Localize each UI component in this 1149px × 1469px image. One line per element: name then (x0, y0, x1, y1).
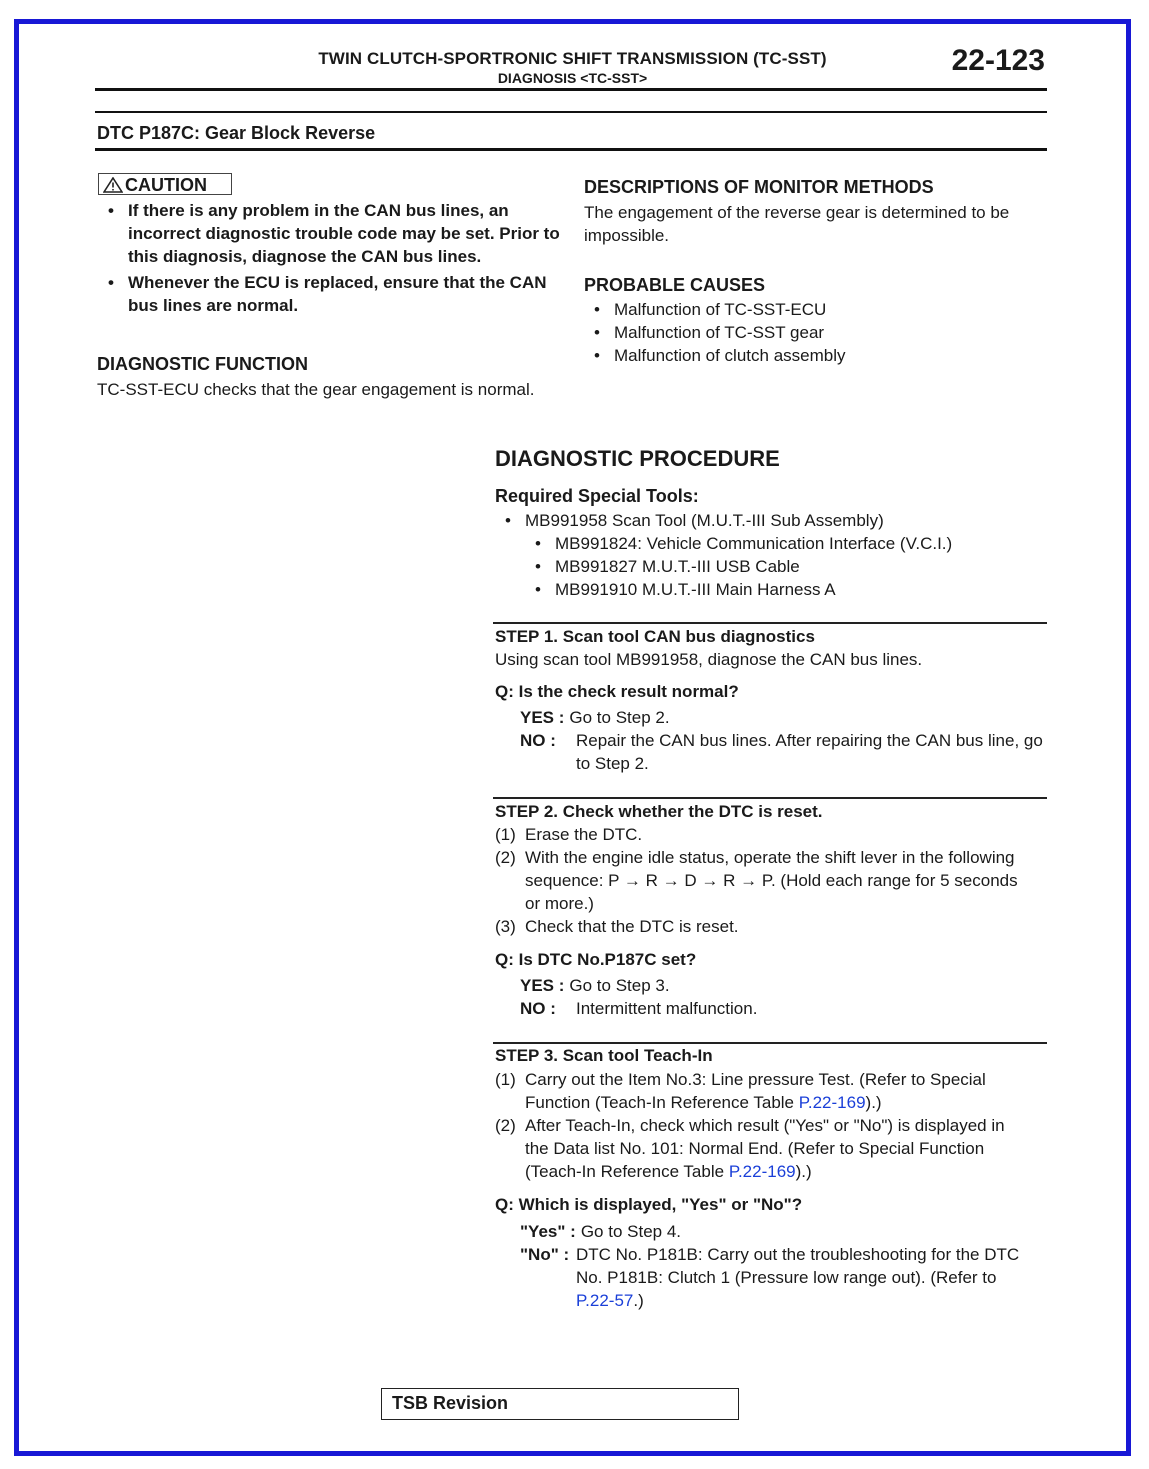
step2-item: (3) Check that the DTC is reset. (495, 917, 739, 936)
monitor-methods-text: The engagement of the reverse gear is determined to be impossible. (584, 203, 1010, 245)
step2-question: Q: Is DTC No.P187C set? (495, 950, 697, 969)
section-subtitle: DIAGNOSIS <TC-SST> (497, 70, 648, 86)
tools-heading: Required Special Tools: (495, 486, 699, 506)
step2-title: STEP 2. Check whether the DTC is reset. (495, 802, 823, 821)
step2-no-row (520, 997, 1045, 1020)
no-text: Intermittent malfunction. (576, 999, 758, 1018)
procedure-heading: DIAGNOSTIC PROCEDURE (495, 446, 780, 471)
caution-item: • If there is any problem in the CAN bus lines, an incorrect diagnostic trouble code may be set. Prior to this diagnosis, diagnose the CAN bus lines. (100, 199, 560, 268)
step3-question: Q: Which is displayed, "Yes" or "No"? (495, 1195, 803, 1214)
tool-subitem: • MB991827 M.U.T.-III USB Cable (527, 555, 1037, 578)
step2-item: (1) Erase the DTC. (495, 825, 643, 844)
no-text: Repair the CAN bus lines. After repairing the CAN bus line, go to Step 2. (576, 731, 1043, 773)
warning-triangle-icon (103, 177, 123, 193)
no-label: "No" : (520, 1245, 570, 1264)
dtc-title: DTC P187C: Gear Block Reverse (97, 123, 376, 143)
yes-label: "Yes" : (520, 1222, 576, 1241)
step1-text: Using scan tool MB991958, diagnose the CAN bus lines. (495, 650, 923, 669)
caution-list (100, 199, 560, 317)
tool-subitem: • MB991910 M.U.T.-III Main Harness A (527, 578, 1037, 601)
step2-item: (2) With the engine idle status, operate the shift lever in the following sequence: P → R → D → R → P. (Hold each range for 5 seconds or more.) (495, 848, 1018, 913)
tool-item: • MB991958 Scan Tool (M.U.T.-III Sub Assembly) (497, 509, 1037, 532)
probable-cause-item: • Malfunction of TC-SST gear (586, 321, 1036, 344)
step3-item: (1) Carry out the Item No.3: Line pressure Test. (Refer to Special Function (Teach-In Reference Table P.22-169).) (495, 1070, 986, 1112)
no-label: NO : (520, 999, 556, 1018)
step3-item: (2) After Teach-In, check which result ("Yes" or "No") is displayed in the Data list No. 101: Normal End. (Refer to Special Function (Teach-In Reference Table P.22-169).) (495, 1116, 1005, 1181)
no-text: DTC No. P181B: Carry out the troubleshooting for the DTC No. P181B: Clutch 1 (Pressure low range out). (Refer to (576, 1245, 1020, 1287)
page-link[interactable]: P.22-57 (576, 1291, 634, 1310)
step2-answers (520, 974, 1045, 1020)
page-link[interactable]: P.22-169 (728, 1162, 796, 1181)
page-number: 22-123 (951, 44, 1045, 77)
step2-list (495, 823, 1025, 938)
tool-subitem: • MB991824: Vehicle Communication Interface (V.C.I.) (527, 532, 1037, 555)
yes-text: Go to Step 4. (580, 1222, 682, 1241)
probable-cause-item: • Malfunction of clutch assembly (586, 344, 1036, 367)
diagnostic-function-text: TC-SST-ECU checks that the gear engagement is normal. (97, 380, 535, 399)
step3-list (495, 1068, 1025, 1183)
tools-list (497, 509, 1037, 601)
diagnostic-function-heading: DIAGNOSTIC FUNCTION (97, 354, 308, 374)
probable-cause-item: • Malfunction of TC-SST-ECU (586, 298, 1036, 321)
step3-answers (520, 1220, 1025, 1312)
step2-rule (493, 797, 1047, 799)
step1-answers (520, 706, 1045, 775)
dtc-rule-bottom (95, 148, 1047, 151)
step3-yes-row (520, 1220, 1025, 1243)
step1-title: STEP 1. Scan tool CAN bus diagnostics (495, 627, 815, 646)
yes-text: Go to Step 3. (569, 976, 670, 995)
yes-text: Go to Step 2. (569, 708, 670, 727)
tsb-revision-box: TSB Revision (381, 1388, 739, 1420)
caution-item: • Whenever the ECU is replaced, ensure that the CAN bus lines are normal. (100, 271, 560, 317)
step3-title: STEP 3. Scan tool Teach-In (495, 1046, 713, 1065)
caution-label: CAUTION (125, 175, 207, 195)
step3-no-row: "No" : DTC No. P181B: Carry out the troubleshooting for the DTC No. P181B: Clutch 1 (Pressure low range out). (Refer to P.22-57.) (520, 1245, 1020, 1310)
tool-sublist (497, 532, 1037, 601)
probable-causes-heading: PROBABLE CAUSES (584, 275, 766, 295)
step2-yes-row (520, 974, 1045, 997)
section-title: TWIN CLUTCH-SPORTRONIC SHIFT TRANSMISSION (TC-SST) (318, 49, 827, 68)
caution-box (98, 173, 232, 195)
dtc-rule-top (95, 111, 1047, 113)
step1-no-row (520, 729, 1045, 775)
step1-question: Q: Is the check result normal? (495, 682, 739, 701)
page-link[interactable]: P.22-169 (798, 1093, 866, 1112)
header-rule (95, 88, 1047, 91)
no-label: NO : (520, 731, 556, 750)
monitor-methods-heading: DESCRIPTIONS OF MONITOR METHODS (584, 177, 934, 197)
step1-rule (493, 622, 1047, 624)
yes-label: YES : (520, 708, 565, 727)
step1-yes-row (520, 706, 1045, 729)
probable-causes-list (586, 298, 1036, 367)
yes-label: YES : (520, 976, 565, 995)
